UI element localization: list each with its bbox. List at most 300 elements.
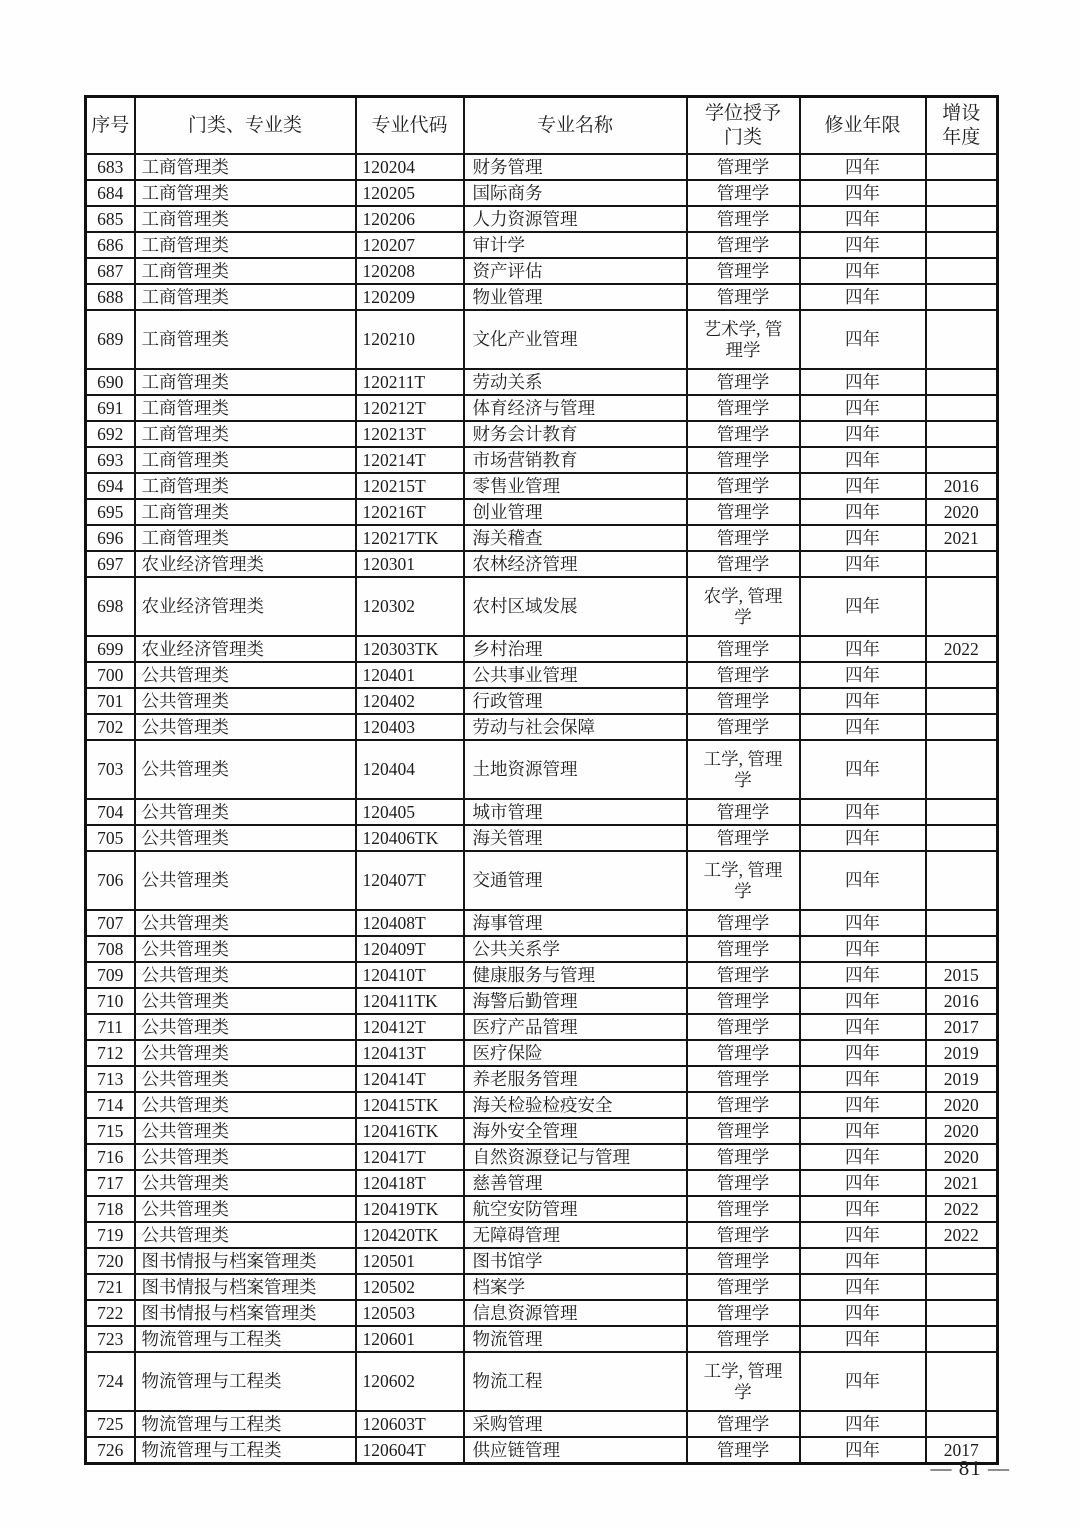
cell-degree: [687, 1144, 800, 1170]
table-row: [86, 206, 998, 232]
table-row: [86, 447, 998, 473]
cell-category: 公共管理类: [135, 851, 356, 910]
table-row: [86, 369, 998, 395]
table-row: [86, 1248, 998, 1274]
degree-text: 管理学: [716, 1328, 770, 1349]
cell-seq: 719: [86, 1222, 135, 1248]
cell-category: 公共管理类: [135, 1118, 356, 1144]
cell-name: 资产评估: [464, 258, 687, 284]
cell-code: 120412T: [356, 1014, 464, 1040]
cell-category: 公共管理类: [135, 962, 356, 988]
cell-degree: [687, 825, 800, 851]
cell-seq: 697: [86, 551, 135, 577]
cell-years: 四年: [800, 525, 926, 551]
degree-text: 管理学: [716, 801, 770, 822]
table-row: [86, 499, 998, 525]
cell-code: 120215T: [356, 473, 464, 499]
degree-text: 管理学: [716, 527, 770, 548]
cell-name: 图书馆学: [464, 1248, 687, 1274]
cell-year-added: [926, 688, 998, 714]
cell-years: 四年: [800, 740, 926, 799]
table-row: [86, 1222, 998, 1248]
cell-seq: 696: [86, 525, 135, 551]
table-row: [86, 395, 998, 421]
cell-name: 海事管理: [464, 910, 687, 936]
cell-year-added: [926, 232, 998, 258]
cell-code: 120302: [356, 577, 464, 636]
cell-name: 文化产业管理: [464, 310, 687, 369]
cell-seq: 700: [86, 662, 135, 688]
cell-years: 四年: [800, 1066, 926, 1092]
degree-text: 工学, 管理学: [703, 1360, 783, 1402]
cell-seq: 709: [86, 962, 135, 988]
cell-years: 四年: [800, 206, 926, 232]
cell-degree: [687, 1196, 800, 1222]
header-label-year-added: 增设年度: [942, 102, 981, 148]
degree-text: 管理学: [716, 449, 770, 470]
cell-degree: [687, 1092, 800, 1118]
cell-name: 土地资源管理: [464, 740, 687, 799]
cell-category: 物流管理与工程类: [135, 1437, 356, 1464]
cell-year-added: [926, 310, 998, 369]
cell-seq: 724: [86, 1352, 135, 1411]
cell-degree: [687, 636, 800, 662]
cell-category: 公共管理类: [135, 1144, 356, 1170]
cell-seq: 694: [86, 473, 135, 499]
degree-text: 管理学: [716, 1042, 770, 1063]
cell-code: 120417T: [356, 1144, 464, 1170]
cell-name: 海关检验检疫安全: [464, 1092, 687, 1118]
cell-years: 四年: [800, 936, 926, 962]
header-label-years: 修业年限: [824, 114, 901, 136]
cell-category: 工商管理类: [135, 180, 356, 206]
cell-code: 120406TK: [356, 825, 464, 851]
cell-year-added: [926, 1300, 998, 1326]
cell-category: 图书情报与档案管理类: [135, 1248, 356, 1274]
cell-category: 工商管理类: [135, 284, 356, 310]
cell-years: 四年: [800, 962, 926, 988]
degree-text: 管理学: [716, 1276, 770, 1297]
cell-seq: 715: [86, 1118, 135, 1144]
cell-degree: [687, 740, 800, 799]
table-row: [86, 1437, 998, 1464]
cell-year-added: [926, 421, 998, 447]
table-row: [86, 910, 998, 936]
cell-code: 120601: [356, 1326, 464, 1352]
cell-code: 120208: [356, 258, 464, 284]
cell-years: 四年: [800, 551, 926, 577]
cell-year-added: [926, 369, 998, 395]
cell-name: 人力资源管理: [464, 206, 687, 232]
cell-years: 四年: [800, 310, 926, 369]
degree-text: 管理学: [716, 1302, 770, 1323]
cell-degree: [687, 180, 800, 206]
cell-code: 120414T: [356, 1066, 464, 1092]
header-label-code: 专业代码: [371, 114, 448, 136]
degree-text: 管理学: [716, 638, 770, 659]
cell-year-added: [926, 180, 998, 206]
cell-name: 公共事业管理: [464, 662, 687, 688]
cell-seq: 698: [86, 577, 135, 636]
cell-year-added: [926, 910, 998, 936]
cell-category: 公共管理类: [135, 936, 356, 962]
table-row: [86, 1118, 998, 1144]
cell-seq: 703: [86, 740, 135, 799]
cell-seq: 720: [86, 1248, 135, 1274]
cell-degree: [687, 421, 800, 447]
cell-name: 零售业管理: [464, 473, 687, 499]
cell-degree: [687, 310, 800, 369]
cell-code: 120413T: [356, 1040, 464, 1066]
cell-code: 120408T: [356, 910, 464, 936]
cell-name: 财务管理: [464, 154, 687, 180]
degree-text: 管理学: [716, 1146, 770, 1167]
table-row: [86, 232, 998, 258]
cell-seq: 713: [86, 1066, 135, 1092]
cell-years: 四年: [800, 1274, 926, 1300]
cell-seq: 725: [86, 1411, 135, 1437]
cell-seq: 706: [86, 851, 135, 910]
cell-name: 健康服务与管理: [464, 962, 687, 988]
degree-text: 管理学: [716, 912, 770, 933]
cell-year-added: 2020: [926, 1092, 998, 1118]
cell-years: 四年: [800, 1014, 926, 1040]
cell-name: 国际商务: [464, 180, 687, 206]
cell-years: 四年: [800, 1040, 926, 1066]
cell-years: 四年: [800, 577, 926, 636]
cell-seq: 707: [86, 910, 135, 936]
cell-category: 图书情报与档案管理类: [135, 1274, 356, 1300]
cell-degree: [687, 577, 800, 636]
cell-code: 120501: [356, 1248, 464, 1274]
table-row: [86, 851, 998, 910]
cell-seq: 701: [86, 688, 135, 714]
cell-category: 工商管理类: [135, 473, 356, 499]
cell-category: 工商管理类: [135, 310, 356, 369]
cell-years: 四年: [800, 1300, 926, 1326]
header-cell-code: [356, 97, 464, 155]
cell-category: 公共管理类: [135, 799, 356, 825]
cell-seq: 710: [86, 988, 135, 1014]
cell-degree: [687, 1170, 800, 1196]
cell-seq: 714: [86, 1092, 135, 1118]
cell-degree: [687, 284, 800, 310]
cell-seq: 689: [86, 310, 135, 369]
table-body: [86, 154, 998, 1464]
cell-years: 四年: [800, 910, 926, 936]
cell-year-added: 2022: [926, 636, 998, 662]
cell-category: 公共管理类: [135, 910, 356, 936]
cell-degree: [687, 395, 800, 421]
cell-code: 120410T: [356, 962, 464, 988]
header-label-seq: 序号: [91, 114, 130, 136]
cell-seq: 688: [86, 284, 135, 310]
cell-years: 四年: [800, 825, 926, 851]
cell-degree: [687, 1274, 800, 1300]
cell-degree: [687, 1118, 800, 1144]
cell-years: 四年: [800, 851, 926, 910]
page-number: — 81 —: [930, 1456, 1010, 1480]
degree-text: 管理学: [716, 1120, 770, 1141]
cell-year-added: [926, 936, 998, 962]
cell-seq: 711: [86, 1014, 135, 1040]
cell-name: 信息资源管理: [464, 1300, 687, 1326]
cell-seq: 699: [86, 636, 135, 662]
cell-seq: 712: [86, 1040, 135, 1066]
cell-degree: [687, 206, 800, 232]
degree-text: 管理学: [716, 475, 770, 496]
cell-name: 城市管理: [464, 799, 687, 825]
cell-category: 物流管理与工程类: [135, 1411, 356, 1437]
cell-name: 农林经济管理: [464, 551, 687, 577]
cell-name: 自然资源登记与管理: [464, 1144, 687, 1170]
cell-code: 120418T: [356, 1170, 464, 1196]
table-row: [86, 1092, 998, 1118]
cell-years: 四年: [800, 1222, 926, 1248]
cell-years: 四年: [800, 154, 926, 180]
table-row: [86, 421, 998, 447]
table-row: [86, 936, 998, 962]
cell-code: 120409T: [356, 936, 464, 962]
cell-seq: 702: [86, 714, 135, 740]
degree-text: 工学, 管理学: [703, 859, 783, 901]
cell-name: 行政管理: [464, 688, 687, 714]
cell-category: 工商管理类: [135, 369, 356, 395]
cell-seq: 693: [86, 447, 135, 473]
header-cell-year-added: [926, 97, 998, 155]
cell-name: 慈善管理: [464, 1170, 687, 1196]
cell-degree: [687, 1326, 800, 1352]
cell-name: 市场营销教育: [464, 447, 687, 473]
table-row: [86, 799, 998, 825]
degree-text: 管理学: [716, 208, 770, 229]
cell-name: 采购管理: [464, 1411, 687, 1437]
table-row: [86, 1352, 998, 1411]
table-row: [86, 180, 998, 206]
cell-year-added: 2015: [926, 962, 998, 988]
table-row: [86, 310, 998, 369]
degree-text: 管理学: [716, 827, 770, 848]
cell-category: 工商管理类: [135, 258, 356, 284]
cell-category: 物流管理与工程类: [135, 1326, 356, 1352]
cell-code: 120502: [356, 1274, 464, 1300]
cell-year-added: [926, 284, 998, 310]
cell-years: 四年: [800, 1411, 926, 1437]
cell-seq: 704: [86, 799, 135, 825]
cell-category: 公共管理类: [135, 1092, 356, 1118]
cell-degree: [687, 447, 800, 473]
cell-year-added: [926, 258, 998, 284]
degree-text: 管理学: [716, 664, 770, 685]
cell-name: 供应链管理: [464, 1437, 687, 1464]
cell-year-added: [926, 1411, 998, 1437]
cell-year-added: [926, 740, 998, 799]
cell-name: 公共关系学: [464, 936, 687, 962]
cell-code: 120217TK: [356, 525, 464, 551]
degree-text: 管理学: [716, 990, 770, 1011]
cell-degree: [687, 1300, 800, 1326]
table-row: [86, 1274, 998, 1300]
cell-year-added: [926, 1248, 998, 1274]
cell-name: 体育经济与管理: [464, 395, 687, 421]
header-cell-years: [800, 97, 926, 155]
cell-years: 四年: [800, 473, 926, 499]
cell-degree: [687, 1437, 800, 1464]
cell-degree: [687, 962, 800, 988]
cell-category: 公共管理类: [135, 1066, 356, 1092]
cell-seq: 690: [86, 369, 135, 395]
degree-text: 管理学: [716, 553, 770, 574]
cell-category: 公共管理类: [135, 1196, 356, 1222]
cell-code: 120209: [356, 284, 464, 310]
cell-year-added: 2016: [926, 988, 998, 1014]
cell-category: 图书情报与档案管理类: [135, 1300, 356, 1326]
cell-degree: [687, 499, 800, 525]
degree-text: 管理学: [716, 1172, 770, 1193]
cell-name: 档案学: [464, 1274, 687, 1300]
cell-name: 物流管理: [464, 1326, 687, 1352]
table-row: [86, 988, 998, 1014]
cell-degree: [687, 232, 800, 258]
cell-name: 物业管理: [464, 284, 687, 310]
cell-seq: 691: [86, 395, 135, 421]
cell-year-added: 2019: [926, 1066, 998, 1092]
cell-degree: [687, 851, 800, 910]
cell-seq: 726: [86, 1437, 135, 1464]
cell-years: 四年: [800, 180, 926, 206]
header-cell-category: [135, 97, 356, 155]
cell-degree: [687, 662, 800, 688]
cell-years: 四年: [800, 369, 926, 395]
cell-degree: [687, 936, 800, 962]
cell-degree: [687, 799, 800, 825]
cell-category: 工商管理类: [135, 206, 356, 232]
cell-name: 海关稽查: [464, 525, 687, 551]
cell-years: 四年: [800, 799, 926, 825]
cell-category: 公共管理类: [135, 662, 356, 688]
cell-year-added: 2020: [926, 1118, 998, 1144]
cell-year-added: [926, 1326, 998, 1352]
cell-degree: [687, 154, 800, 180]
cell-name: 物流工程: [464, 1352, 687, 1411]
cell-category: 公共管理类: [135, 740, 356, 799]
table-row: [86, 688, 998, 714]
degree-text: 管理学: [716, 1439, 770, 1460]
cell-year-added: [926, 395, 998, 421]
cell-code: 120402: [356, 688, 464, 714]
cell-years: 四年: [800, 1352, 926, 1411]
cell-code: 120211T: [356, 369, 464, 395]
table-row: [86, 258, 998, 284]
cell-code: 120407T: [356, 851, 464, 910]
cell-name: 海关管理: [464, 825, 687, 851]
cell-code: 120416TK: [356, 1118, 464, 1144]
cell-category: 工商管理类: [135, 447, 356, 473]
cell-category: 农业经济管理类: [135, 577, 356, 636]
cell-code: 120603T: [356, 1411, 464, 1437]
cell-year-added: 2017: [926, 1437, 998, 1464]
majors-table: [84, 95, 999, 1465]
cell-name: 医疗保险: [464, 1040, 687, 1066]
cell-code: 120503: [356, 1300, 464, 1326]
cell-name: 农村区域发展: [464, 577, 687, 636]
cell-years: 四年: [800, 1326, 926, 1352]
cell-seq: 718: [86, 1196, 135, 1222]
cell-seq: 705: [86, 825, 135, 851]
cell-category: 工商管理类: [135, 232, 356, 258]
degree-text: 管理学: [716, 690, 770, 711]
cell-code: 120206: [356, 206, 464, 232]
cell-category: 物流管理与工程类: [135, 1352, 356, 1411]
degree-text: 管理学: [716, 423, 770, 444]
cell-name: 交通管理: [464, 851, 687, 910]
cell-degree: [687, 1411, 800, 1437]
cell-seq: 683: [86, 154, 135, 180]
degree-text: 管理学: [716, 234, 770, 255]
cell-years: 四年: [800, 1092, 926, 1118]
degree-text: 管理学: [716, 716, 770, 737]
cell-year-added: [926, 577, 998, 636]
cell-code: 120301: [356, 551, 464, 577]
cell-year-added: [926, 551, 998, 577]
cell-code: 120419TK: [356, 1196, 464, 1222]
cell-year-added: [926, 825, 998, 851]
cell-code: 120401: [356, 662, 464, 688]
cell-year-added: 2021: [926, 525, 998, 551]
cell-year-added: 2021: [926, 1170, 998, 1196]
cell-years: 四年: [800, 421, 926, 447]
cell-years: 四年: [800, 988, 926, 1014]
cell-degree: [687, 1248, 800, 1274]
cell-seq: 721: [86, 1274, 135, 1300]
table-row: [86, 662, 998, 688]
cell-degree: [687, 369, 800, 395]
degree-text: 管理学: [716, 182, 770, 203]
cell-code: 120411TK: [356, 988, 464, 1014]
cell-year-added: [926, 799, 998, 825]
cell-year-added: [926, 206, 998, 232]
cell-years: 四年: [800, 1437, 926, 1464]
table-row: [86, 636, 998, 662]
cell-degree: [687, 1352, 800, 1411]
cell-code: 120405: [356, 799, 464, 825]
cell-category: 公共管理类: [135, 714, 356, 740]
degree-text: 管理学: [716, 1224, 770, 1245]
cell-years: 四年: [800, 447, 926, 473]
cell-years: 四年: [800, 1248, 926, 1274]
cell-years: 四年: [800, 1118, 926, 1144]
cell-code: 120403: [356, 714, 464, 740]
cell-years: 四年: [800, 258, 926, 284]
table-row: [86, 1170, 998, 1196]
table-row: [86, 1196, 998, 1222]
table-row: [86, 740, 998, 799]
cell-code: 120204: [356, 154, 464, 180]
cell-name: 无障碍管理: [464, 1222, 687, 1248]
cell-code: 120404: [356, 740, 464, 799]
header-row: [86, 97, 998, 155]
table-row: [86, 1411, 998, 1437]
cell-years: 四年: [800, 499, 926, 525]
degree-text: 管理学: [716, 397, 770, 418]
cell-years: 四年: [800, 636, 926, 662]
cell-degree: [687, 1014, 800, 1040]
cell-seq: 722: [86, 1300, 135, 1326]
cell-seq: 685: [86, 206, 135, 232]
cell-code: 120602: [356, 1352, 464, 1411]
cell-category: 公共管理类: [135, 988, 356, 1014]
degree-text: 管理学: [716, 501, 770, 522]
